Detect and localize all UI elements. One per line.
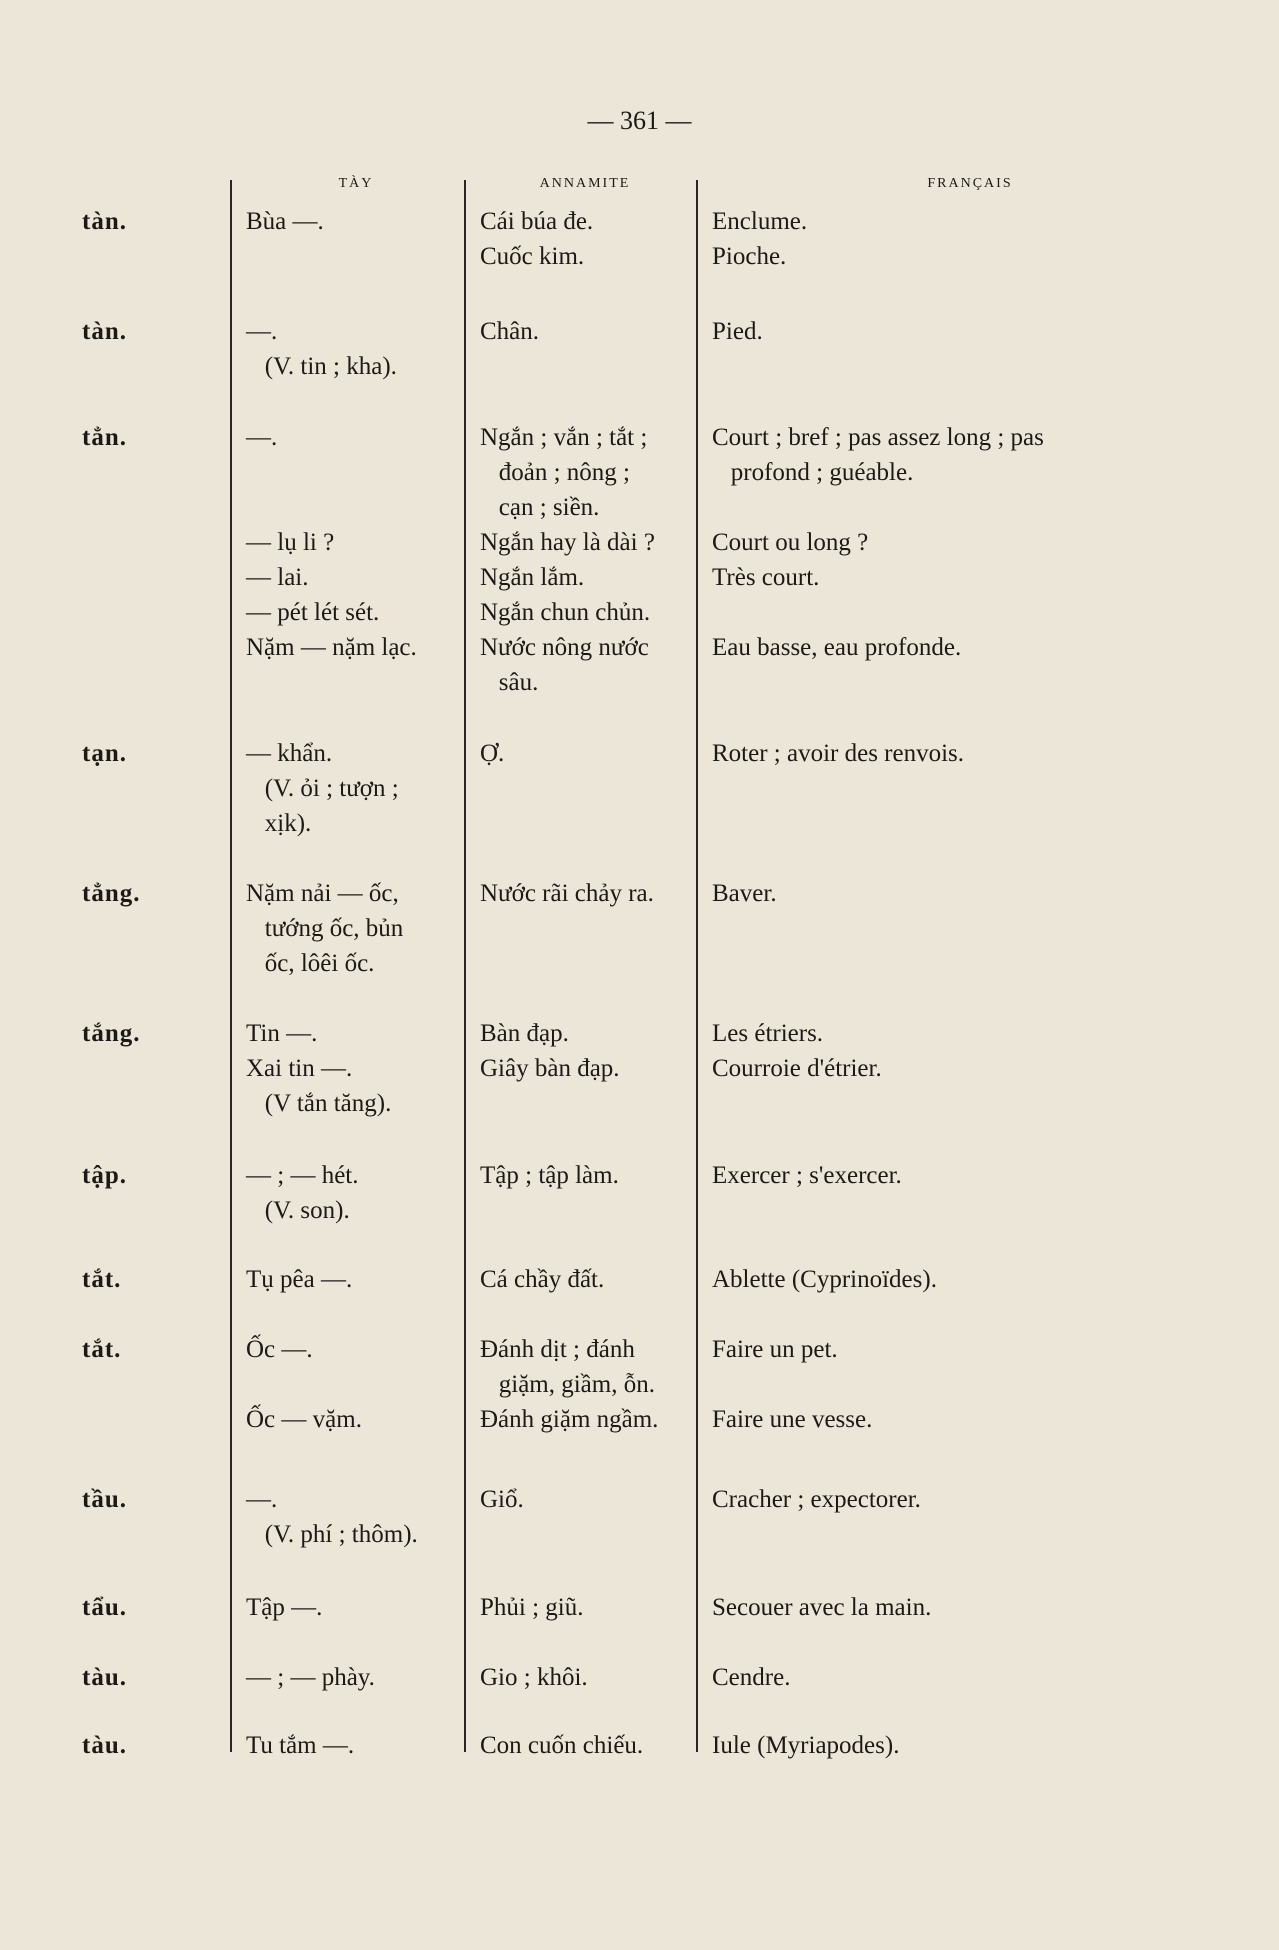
column-header-tay: TÀY (338, 176, 374, 191)
tay-line: Nặm nải — ốc, (246, 880, 399, 907)
tay-line: —. (246, 318, 278, 345)
annamite-line: Cái búa đe. (480, 208, 594, 235)
french-line: Pied. (712, 318, 763, 345)
tay-line: —. (246, 1486, 278, 1513)
tay-line: Nặm — nặm lạc. (246, 634, 417, 661)
column-rule-1 (230, 180, 232, 1752)
annamite-line: Nước nông nước (480, 634, 649, 661)
french-line: Faire une vesse. (712, 1406, 873, 1433)
french-line: Très court. (712, 564, 820, 591)
annamite-line: Đánh dịt ; đánh (480, 1336, 635, 1363)
column-rule-3 (696, 180, 698, 1752)
tay-line: Tu tắm —. (246, 1732, 355, 1759)
french-line: Pioche. (712, 243, 787, 270)
page-number: — 361 — (587, 106, 692, 135)
french-line: Court ; bref ; pas assez long ; pas (712, 424, 1044, 451)
french-line: Roter ; avoir des renvois. (712, 740, 965, 767)
french-line: Eau basse, eau profonde. (712, 634, 962, 661)
french-line: Courroie d'étrier. (712, 1055, 882, 1082)
headword: tạn. (82, 740, 127, 767)
tay-line: (V. tin ; kha). (246, 353, 397, 380)
annamite-line: Cá chầy đất. (480, 1266, 605, 1293)
annamite-line: Ngắn lắm. (480, 564, 585, 591)
annamite-line: Chân. (480, 318, 540, 345)
headword: tàu. (82, 1732, 127, 1759)
french-line: Baver. (712, 880, 777, 907)
headword: tàn. (82, 318, 127, 345)
tay-line: Ốc — vặm. (246, 1406, 362, 1433)
tay-line: — pét lét sét. (246, 599, 380, 626)
tay-line: Tin —. (246, 1020, 318, 1047)
tay-line: (V. ỏi ; tượn ; (246, 775, 399, 802)
annamite-line: Con cuốn chiếu. (480, 1732, 644, 1759)
tay-line: (V. phí ; thôm). (246, 1521, 418, 1548)
french-line: Cracher ; expectorer. (712, 1486, 921, 1513)
french-line: Secouer avec la main. (712, 1594, 932, 1621)
annamite-line: Tập ; tập làm. (480, 1162, 619, 1189)
tay-line: — lai. (246, 564, 309, 591)
annamite-line: Cuốc kim. (480, 243, 585, 270)
annamite-line: Ngắn hay là dài ? (480, 529, 655, 556)
headword: tàn. (82, 208, 127, 235)
tay-line: xịk). (246, 810, 312, 837)
annamite-line: Ngắn chun chủn. (480, 599, 651, 626)
annamite-line: giặm, giầm, ỗn. (480, 1371, 655, 1398)
french-line: Les étriers. (712, 1020, 824, 1047)
annamite-line: Đánh giặm ngầm. (480, 1406, 659, 1433)
tay-line: tướng ốc, bủn (246, 915, 404, 942)
annamite-line: Gio ; khôi. (480, 1664, 588, 1691)
tay-line: Tập —. (246, 1594, 323, 1621)
annamite-line: Nước rãi chảy ra. (480, 880, 654, 907)
headword: tẳng. (82, 880, 141, 907)
headword: tắt. (82, 1336, 122, 1363)
tay-line: ốc, lôêi ốc. (246, 950, 375, 977)
tay-line: Ốc —. (246, 1336, 313, 1363)
french-line: Faire un pet. (712, 1336, 838, 1363)
tay-line: — khẩn. (246, 740, 333, 767)
column-rule-2 (464, 180, 466, 1752)
tay-line: — lụ li ? (246, 529, 335, 556)
headword: tập. (82, 1162, 127, 1189)
tay-line: Xai tin —. (246, 1055, 353, 1082)
tay-line: Tụ pêa —. (246, 1266, 353, 1293)
annamite-line: Bàn đạp. (480, 1020, 569, 1047)
annamite-line: Ợ. (480, 740, 505, 767)
headword: tẳn. (82, 424, 127, 451)
french-line: Court ou long ? (712, 529, 869, 556)
tay-line: — ; — hét. (246, 1162, 359, 1189)
annamite-line: Phủi ; giũ. (480, 1594, 584, 1621)
tay-line: — ; — phày. (246, 1664, 375, 1691)
annamite-line: Ngắn ; vắn ; tắt ; (480, 424, 648, 451)
french-line: profond ; guéable. (712, 459, 914, 486)
tay-line: Bùa —. (246, 208, 324, 235)
french-line: Exercer ; s'exercer. (712, 1162, 902, 1189)
column-header-francais: FRANÇAIS (927, 176, 1013, 191)
french-line: Cendre. (712, 1664, 791, 1691)
headword: tẩu. (82, 1594, 127, 1621)
annamite-line: sâu. (480, 669, 539, 696)
headword: tắng. (82, 1020, 141, 1047)
annamite-line: cạn ; siền. (480, 494, 600, 521)
headword: tắt. (82, 1266, 122, 1293)
french-line: Iule (Myriapodes). (712, 1732, 900, 1759)
headword: tầu. (82, 1486, 127, 1513)
tay-line: —. (246, 424, 278, 451)
annamite-line: Giây bàn đạp. (480, 1055, 620, 1082)
french-line: Enclume. (712, 208, 808, 235)
headword: tàu. (82, 1664, 127, 1691)
tay-line: (V tắn tăng). (246, 1090, 392, 1117)
annamite-line: đoản ; nông ; (480, 459, 630, 486)
tay-line: (V. son). (246, 1197, 350, 1224)
french-line: Ablette (Cyprinoïdes). (712, 1266, 937, 1293)
annamite-line: Giổ. (480, 1486, 524, 1513)
column-header-annamite: ANNAMITE (539, 176, 631, 191)
